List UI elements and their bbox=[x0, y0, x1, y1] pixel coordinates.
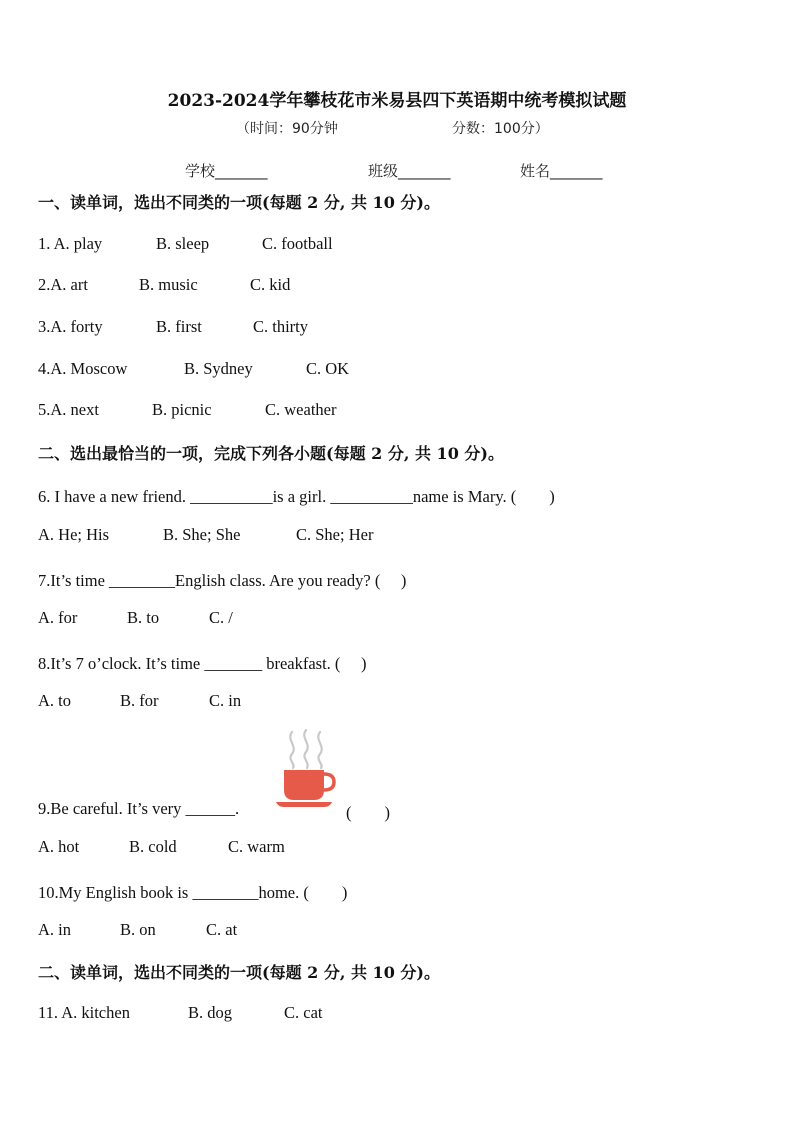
question-11-option-c: C. cat bbox=[284, 1003, 323, 1022]
school-field: 学校_______ bbox=[185, 162, 268, 180]
question-7-option-c: C. / bbox=[209, 608, 233, 627]
hot-coffee-cup-icon bbox=[276, 728, 336, 812]
question-11-option-a: 11. A. kitchen bbox=[38, 1003, 130, 1022]
name-field: 姓名_______ bbox=[520, 162, 603, 180]
question-9-option-a: A. hot bbox=[38, 837, 80, 856]
question-6-option-c: C. She; Her bbox=[296, 525, 374, 544]
question-10-option-b: B. on bbox=[120, 920, 156, 939]
question-2-option-b: B. music bbox=[139, 275, 198, 294]
question-5-option-b: B. picnic bbox=[152, 400, 212, 419]
question-4-option-b: B. Sydney bbox=[184, 359, 253, 378]
question-8-option-c: C. in bbox=[209, 691, 242, 710]
section-3-title: 二、读单词，选出不同类的一项(每题 2 分, 共 10 分)。 bbox=[38, 963, 440, 982]
question-11-option-b: B. dog bbox=[188, 1003, 233, 1022]
question-3-option-a: 3.A. forty bbox=[38, 317, 103, 336]
question-7-text: 7.It’s time ________English class. Are you ready? ( ) bbox=[38, 571, 407, 590]
question-6-option-a: A. He; His bbox=[38, 525, 110, 544]
question-1-option-b: B. sleep bbox=[156, 234, 210, 253]
question-9-option-c: C. warm bbox=[228, 837, 285, 856]
question-4-option-a: 4.A. Moscow bbox=[38, 359, 128, 378]
question-6-option-b: B. She; She bbox=[163, 525, 241, 544]
question-7-option-b: B. to bbox=[127, 608, 160, 627]
question-5-option-a: 5.A. next bbox=[38, 400, 99, 419]
question-7-option-a: A. for bbox=[38, 608, 78, 627]
question-8-option-a: A. to bbox=[38, 691, 71, 710]
question-10-text: 10.My English book is ________home. ( ) bbox=[38, 883, 348, 902]
question-3-option-b: B. first bbox=[156, 317, 202, 336]
question-4-option-c: C. OK bbox=[306, 359, 350, 378]
section-1-title: 一、读单词，选出不同类的一项(每题 2 分, 共 10 分)。 bbox=[38, 193, 440, 212]
exam-time: （时间：90分钟 bbox=[236, 121, 338, 137]
question-5-option-c: C. weather bbox=[265, 400, 337, 419]
question-8-text: 8.It’s 7 o’clock. It’s time _______ breakfast. ( ) bbox=[38, 654, 367, 673]
question-9-option-b: B. cold bbox=[129, 837, 177, 856]
question-9-answer-paren: ( ) bbox=[346, 803, 390, 822]
section-2-title: 二、选出最恰当的一项，完成下列各小题(每题 2 分, 共 10 分)。 bbox=[38, 444, 504, 463]
question-10-option-a: A. in bbox=[38, 920, 71, 939]
question-6-text: 6. I have a new friend. __________is a girl. __________name is Mary. ( ) bbox=[38, 487, 555, 506]
page-title: 2023-2024学年攀枝花市米易县四下英语期中统考模拟试题 bbox=[167, 91, 627, 111]
exam-score: 分数：100分） bbox=[452, 121, 549, 137]
question-1-option-c: C. football bbox=[262, 234, 333, 253]
question-3-option-c: C. thirty bbox=[253, 317, 309, 336]
question-2-option-c: C. kid bbox=[250, 275, 291, 294]
question-10-option-c: C. at bbox=[206, 920, 238, 939]
question-9-text: 9.Be careful. It’s very ______. bbox=[38, 799, 240, 818]
question-8-option-b: B. for bbox=[120, 691, 159, 710]
steam-icon bbox=[290, 730, 321, 768]
class-field: 班级_______ bbox=[368, 162, 451, 180]
question-2-option-a: 2.A. art bbox=[38, 275, 88, 294]
question-1-option-a: 1. A. play bbox=[38, 234, 103, 253]
